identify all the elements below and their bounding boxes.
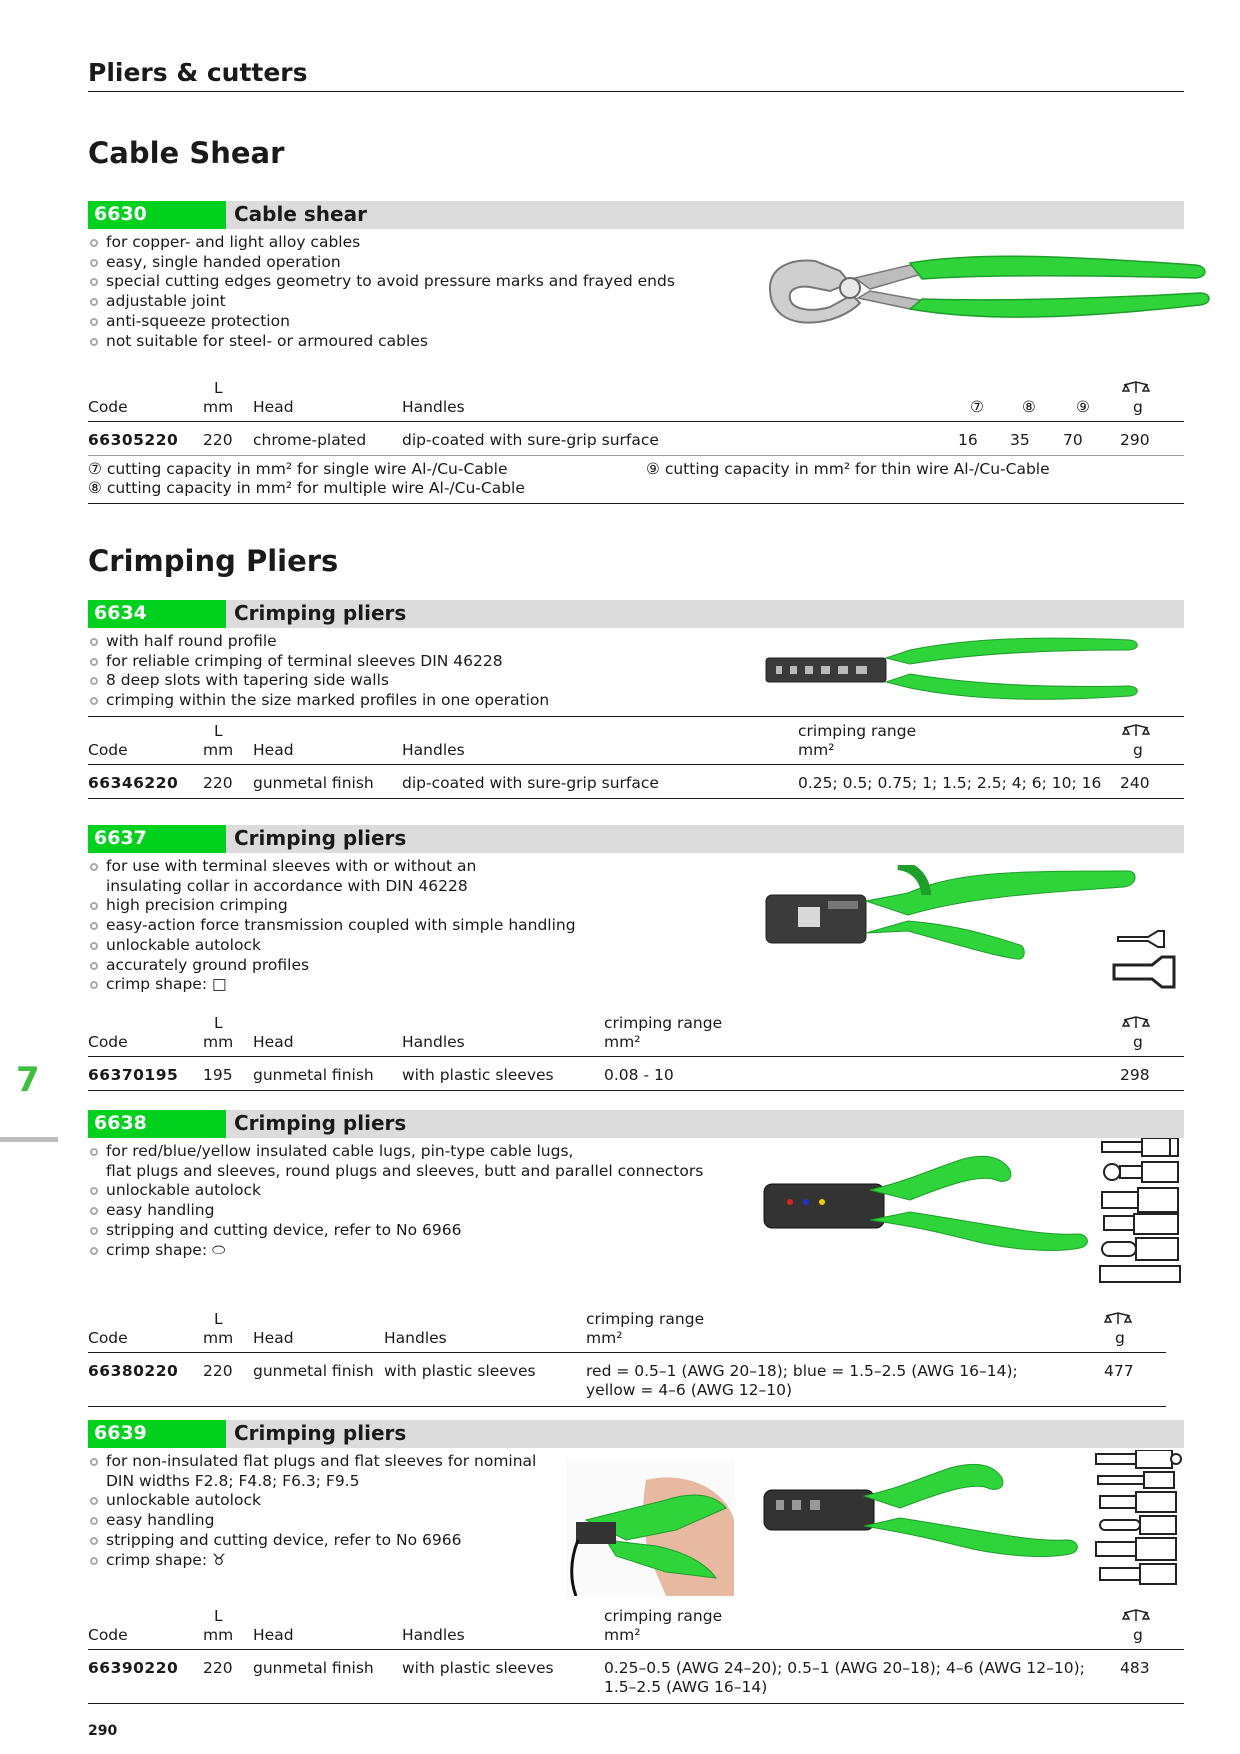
col-mm: mm	[203, 1626, 234, 1644]
col-code: Code	[88, 1329, 128, 1347]
product-6637	[88, 825, 1184, 1084]
cell-mm: 195	[203, 1066, 233, 1084]
feature-item: special cutting edges geometry to avoid pressure marks and frayed ends	[88, 272, 1184, 292]
header-row-1	[88, 1607, 1184, 1626]
crimping-pliers-6638-image	[760, 1150, 1140, 1260]
product-name: Crimping pliers	[234, 1421, 407, 1445]
col-mm: mm	[203, 741, 234, 759]
feature-item: for reliable crimping of terminal sleeves DIN 46228	[88, 652, 1184, 672]
spec-table	[88, 722, 1184, 792]
cell-code: 66380220	[88, 1362, 179, 1380]
col-mm: mm	[203, 1033, 234, 1051]
feature-item: for red/blue/yellow insulated cable lugs, pin-type cable lugs,	[88, 1142, 1184, 1162]
cell-mm: 220	[203, 431, 233, 449]
feature-item: easy-action force transmission coupled with simple handling	[88, 916, 1184, 936]
header-row-1	[88, 379, 1184, 398]
col-l: L	[214, 1310, 223, 1328]
cell-g: 290	[1120, 431, 1150, 449]
page-number: 290	[88, 1723, 118, 1739]
header-row-2	[88, 1033, 1184, 1052]
col-g: g	[1133, 398, 1143, 416]
feature-item: for use with terminal sleeves with or without an	[88, 857, 1184, 877]
col-capacity-9: ⑨	[1076, 398, 1090, 416]
feature-item-continued: flat plugs and sleeves, round plugs and sleeves, butt and parallel connectors	[106, 1161, 704, 1180]
col-range: crimping range	[604, 1014, 723, 1032]
feature-item: unlockable autolock	[88, 1491, 1184, 1511]
feature-item: easy handling	[88, 1511, 1184, 1531]
col-head: Head	[253, 398, 294, 416]
cell-handles: with plastic sleeves	[402, 1659, 554, 1677]
table-row-continued	[88, 1381, 1166, 1400]
cell-range-continued: yellow = 4–6 (AWG 12–10)	[586, 1381, 793, 1399]
crimping-pliers-6637-image	[758, 865, 1138, 965]
feature-item: high precision crimping	[88, 896, 1184, 916]
cell-handles: dip-coated with sure-grip surface	[402, 431, 659, 449]
product-name: Crimping pliers	[234, 826, 407, 850]
col-code: Code	[88, 1033, 128, 1051]
cable-shear-image	[760, 243, 1220, 333]
feature-item: accurately ground profiles	[88, 956, 1184, 976]
cell-head: gunmetal finish	[253, 1659, 374, 1677]
scale-icon	[1104, 1310, 1132, 1330]
product-header	[88, 825, 1184, 853]
feature-item: 8 deep slots with tapering side walls	[88, 671, 1184, 691]
product-name: Crimping pliers	[234, 601, 407, 625]
footnote: ⑨ cutting capacity in mm² for thin wire Al-/Cu-Cable	[646, 460, 1050, 478]
spec-table	[88, 379, 1184, 449]
feature-item: stripping and cutting device, refer to No 6966	[88, 1531, 1184, 1551]
table-row	[88, 1659, 1184, 1678]
col-code: Code	[88, 741, 128, 759]
cell-capacity-8: 35	[1010, 431, 1030, 449]
table-row	[88, 774, 1184, 793]
product-code: 6630	[88, 201, 226, 229]
footnote: ⑦ cutting capacity in mm² for single wire Al-/Cu-Cable	[88, 460, 508, 478]
col-range-unit: mm²	[798, 741, 835, 759]
spec-table	[88, 1014, 1184, 1084]
col-l: L	[214, 1607, 223, 1625]
cell-range-continued: 1.5–2.5 (AWG 16–14)	[604, 1678, 768, 1696]
product-header	[88, 1420, 1184, 1448]
cell-head: gunmetal finish	[253, 1066, 374, 1084]
cell-head: gunmetal finish	[253, 774, 374, 792]
col-head: Head	[253, 1626, 294, 1644]
feature-item: for copper- and light alloy cables	[88, 233, 1184, 253]
feature-item: easy handling	[88, 1201, 1184, 1221]
col-head: Head	[253, 1329, 294, 1347]
section-title-cable-shear: Cable Shear	[88, 136, 285, 170]
cell-g: 477	[1104, 1362, 1134, 1380]
spec-table	[88, 1607, 1184, 1696]
col-mm: mm	[203, 1329, 234, 1347]
product-code: 6638	[88, 1110, 226, 1138]
feature-item-continued: insulating collar in accordance with DIN 46228	[106, 876, 468, 895]
col-range-unit: mm²	[586, 1329, 623, 1347]
product-code: 6637	[88, 825, 226, 853]
feature-item: stripping and cutting device, refer to No 6966	[88, 1221, 1184, 1241]
col-code: Code	[88, 1626, 128, 1644]
feature-item-continued: DIN widths F2.8; F4.8; F6.3; F9.5	[106, 1471, 360, 1490]
table-row	[88, 1066, 1184, 1085]
cell-code: 66305220	[88, 431, 179, 449]
col-handles: Handles	[402, 1033, 465, 1051]
footnote: ⑧ cutting capacity in mm² for multiple wire Al-/Cu-Cable	[88, 479, 525, 497]
section-title-crimping-pliers: Crimping Pliers	[88, 544, 339, 578]
col-l: L	[214, 379, 223, 397]
col-head: Head	[253, 741, 294, 759]
table-row	[88, 1362, 1166, 1381]
feature-item: unlockable autolock	[88, 936, 1184, 956]
product-name: Cable shear	[234, 202, 367, 226]
header-row-1	[88, 1014, 1184, 1033]
hand-using-pliers-image	[566, 1460, 734, 1596]
col-handles: Handles	[402, 741, 465, 759]
col-g: g	[1133, 1033, 1143, 1051]
feature-item: crimp shape: ⬭	[88, 1241, 1184, 1261]
header-row-2	[88, 1626, 1184, 1645]
header-row-2	[88, 741, 1184, 760]
col-code: Code	[88, 398, 128, 416]
col-g: g	[1133, 741, 1143, 759]
cell-range: red = 0.5–1 (AWG 20–18); blue = 1.5–2.5 (AWG 16–14);	[586, 1362, 1018, 1380]
scale-icon	[1122, 1607, 1150, 1627]
product-6638	[88, 1110, 1184, 1399]
feature-item: unlockable autolock	[88, 1181, 1184, 1201]
cell-range: 0.25–0.5 (AWG 24–20); 0.5–1 (AWG 20–18); 4–6 (AWG 12–10);	[604, 1659, 1085, 1677]
feature-item: adjustable joint	[88, 292, 1184, 312]
scale-icon	[1122, 379, 1152, 399]
crimping-pliers-6634-image	[760, 634, 1140, 704]
product-6634	[88, 600, 1184, 792]
col-handles: Handles	[384, 1329, 447, 1347]
scale-icon	[1122, 1014, 1150, 1034]
cell-code: 66346220	[88, 774, 179, 792]
header-row-1	[88, 1310, 1166, 1329]
cell-mm: 220	[203, 1659, 233, 1677]
feature-item: easy, single handed operation	[88, 253, 1184, 273]
feature-item: crimp shape: □	[88, 975, 1184, 995]
side-marker	[0, 1137, 58, 1142]
col-range-unit: mm²	[604, 1626, 641, 1644]
cell-capacity-9: 70	[1063, 431, 1083, 449]
cell-mm: 220	[203, 774, 233, 792]
col-l: L	[214, 722, 223, 740]
col-handles: Handles	[402, 398, 465, 416]
cell-code: 66370195	[88, 1066, 179, 1084]
product-header	[88, 600, 1184, 628]
col-g: g	[1133, 1626, 1143, 1644]
cell-handles: dip-coated with sure-grip surface	[402, 774, 659, 792]
product-code: 6639	[88, 1420, 226, 1448]
flat-plug-icons	[1094, 1450, 1184, 1600]
product-6630	[88, 201, 1184, 497]
header-row-2	[88, 398, 1184, 417]
cell-code: 66390220	[88, 1659, 179, 1677]
product-name: Crimping pliers	[234, 1111, 407, 1135]
col-capacity-8: ⑧	[1022, 398, 1036, 416]
col-head: Head	[253, 1033, 294, 1051]
col-capacity-7: ⑦	[970, 398, 984, 416]
product-code: 6634	[88, 600, 226, 628]
table-row	[88, 431, 1184, 450]
col-l: L	[214, 1014, 223, 1032]
terminal-sleeve-icon	[1108, 925, 1184, 995]
side-chapter-number: 7	[16, 1060, 40, 1100]
col-mm: mm	[203, 398, 234, 416]
feature-item: crimping within the size marked profiles in one operation	[88, 691, 1184, 711]
cable-lug-icons	[1098, 1138, 1184, 1288]
product-header	[88, 201, 1184, 229]
col-handles: Handles	[402, 1626, 465, 1644]
feature-item: with half round profile	[88, 632, 1184, 652]
chapter-title: Pliers & cutters	[88, 58, 308, 87]
cell-g: 240	[1120, 774, 1150, 792]
col-range: crimping range	[586, 1310, 705, 1328]
scale-icon	[1122, 722, 1150, 742]
chapter-rule	[88, 91, 1184, 92]
header-row-2	[88, 1329, 1166, 1348]
col-g: g	[1115, 1329, 1125, 1347]
feature-item: anti-squeeze protection	[88, 312, 1184, 332]
header-row-1	[88, 722, 1184, 741]
table-row-continued	[88, 1678, 1184, 1697]
product-header	[88, 1110, 1184, 1138]
cell-capacity-7: 16	[958, 431, 978, 449]
cell-handles: with plastic sleeves	[384, 1362, 536, 1380]
product-6639	[88, 1420, 1184, 1696]
feature-item: not suitable for steel- or armoured cables	[88, 332, 1184, 352]
feature-item: for non-insulated flat plugs and flat sleeves for nominal	[88, 1452, 1184, 1472]
feature-item: crimp shape: ♉	[88, 1551, 1184, 1571]
cell-g: 483	[1120, 1659, 1150, 1677]
col-range-unit: mm²	[604, 1033, 641, 1051]
cell-g: 298	[1120, 1066, 1150, 1084]
cell-handles: with plastic sleeves	[402, 1066, 554, 1084]
cell-mm: 220	[203, 1362, 233, 1380]
crimping-pliers-6639-image	[760, 1460, 1100, 1570]
cell-head: gunmetal finish	[253, 1362, 374, 1380]
col-range: crimping range	[798, 722, 917, 740]
cell-range: 0.25; 0.5; 0.75; 1; 1.5; 2.5; 4; 6; 10; 16	[798, 774, 1102, 792]
col-range: crimping range	[604, 1607, 723, 1625]
spec-table	[88, 1310, 1166, 1399]
cell-head: chrome-plated	[253, 431, 367, 449]
cell-range: 0.08 - 10	[604, 1066, 674, 1084]
